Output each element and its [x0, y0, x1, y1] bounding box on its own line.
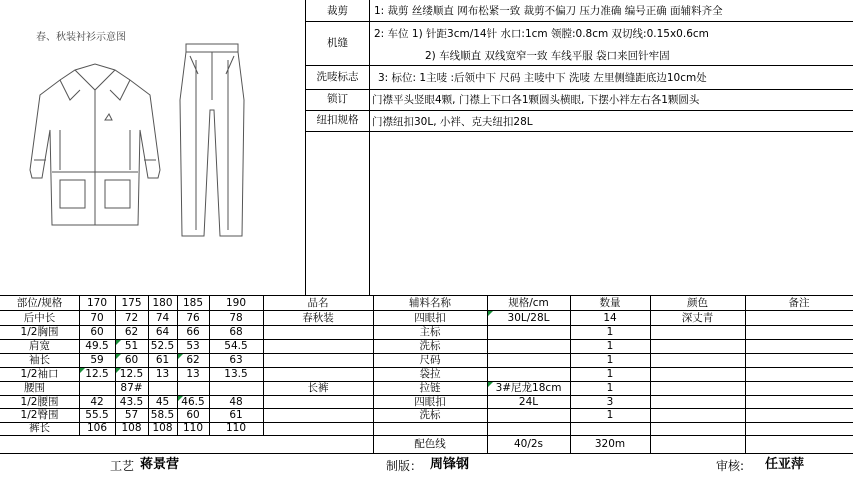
size-row-value: 55.5 — [85, 409, 109, 421]
material-row-name: 袋拉 — [419, 368, 441, 380]
size-row-value: 49.5 — [85, 340, 109, 352]
size-row-value: 61 — [155, 354, 170, 366]
size-row-value: 48 — [229, 396, 243, 408]
material-row-qty: 1 — [606, 409, 614, 421]
size-row-part: 后中长 — [23, 312, 56, 324]
size-row-value: 63 — [229, 354, 243, 366]
size-row-value: 45 — [155, 396, 170, 408]
size-row-value: 12.5 — [119, 368, 144, 380]
material-row-color: 深丈青 — [681, 312, 714, 324]
craft-label: 工艺 — [110, 459, 135, 473]
size-row-part: 肩宽 — [29, 340, 50, 352]
size-row-value: 54.5 — [224, 340, 248, 352]
size-row-value: 60 — [186, 409, 200, 421]
size-row-value: 74 — [155, 312, 170, 324]
material-header-product: 品名 — [307, 297, 329, 309]
material-header-qty: 数量 — [599, 297, 621, 309]
material-row-qty: 1 — [606, 326, 614, 338]
size-row-value: 60 — [124, 354, 139, 366]
material-row-qty: 320m — [594, 438, 626, 450]
material-row-qty: 1 — [606, 368, 614, 380]
size-row-value: 59 — [90, 354, 104, 366]
size-row-part: 1/2腰围 — [20, 396, 59, 408]
material-row-qty: 14 — [603, 312, 617, 324]
material-row-qty: 1 — [606, 382, 614, 394]
size-row-value: 13 — [186, 368, 200, 380]
size-row-value: 13 — [155, 368, 170, 380]
size-header-180: 180 — [152, 297, 173, 309]
size-row-value: 108 — [152, 422, 173, 434]
size-row-value: 62 — [124, 326, 139, 338]
size-row-part: 1/2袖口 — [20, 368, 59, 380]
material-row-name: 拉链 — [419, 382, 441, 394]
process-label-buttonhole: 锁订 — [327, 93, 348, 105]
size-row-value: 66 — [186, 326, 200, 338]
size-row-value: 42 — [90, 396, 104, 408]
process-label-label: 洗唛标志 — [316, 71, 359, 83]
material-row-name: 尺码 — [419, 354, 441, 366]
material-header-name: 辅料名称 — [409, 297, 451, 309]
material-row-spec: 40/2s — [513, 438, 544, 450]
material-header-color: 颜色 — [687, 297, 708, 309]
size-row-part: 腰围 — [24, 382, 45, 394]
material-header-note: 备注 — [788, 297, 810, 309]
size-row-value: 13.5 — [224, 368, 248, 380]
size-row-value: 43.5 — [119, 396, 144, 408]
process-text-button: 门襟纽扣30L, 小袢、克夫纽扣28L — [372, 116, 533, 128]
size-row-value: 106 — [86, 422, 108, 434]
size-row-value: 60 — [90, 326, 104, 338]
size-row-part: 袖长 — [29, 354, 50, 366]
size-row-value: 78 — [229, 312, 243, 324]
size-row-value: 108 — [121, 422, 142, 434]
material-header-spec: 规格/cm — [508, 297, 549, 309]
size-row-value: 72 — [124, 312, 139, 324]
size-row-value: 52.5 — [150, 340, 175, 352]
plate-name: 周锋钢 — [430, 457, 470, 472]
material-row-spec: 24L — [518, 396, 539, 408]
process-text-buttonhole: 门襟平头竖眼4颗, 门襟上下口各1颗圆头横眼, 下摆小袢左右各1颗圆头 — [372, 94, 700, 106]
review-label: 审核: — [716, 459, 745, 473]
sketch-title: 春、秋装衬衫示意图 — [36, 32, 126, 43]
size-row-value: 53 — [186, 340, 200, 352]
size-row-value: 87# — [120, 382, 143, 394]
material-row-name: 主标 — [419, 326, 441, 338]
size-row-value: 110 — [225, 422, 247, 434]
size-row-value: 64 — [155, 326, 170, 338]
material-row-product: 春秋装 — [302, 312, 334, 324]
material-row-qty: 1 — [606, 354, 614, 366]
process-label-sew: 机缝 — [327, 37, 348, 49]
material-row-name: 四眼扣 — [414, 312, 446, 324]
process-label-button: 纽扣规格 — [316, 114, 359, 126]
size-row-value: 76 — [186, 312, 200, 324]
process-text-label: 3: 标位: 1主唛 :后领中下 尺码 主唛中下 洗唛 左里侧缝距底边10cm处 — [378, 72, 707, 84]
size-row-part: 1/2胸围 — [20, 326, 59, 338]
material-row-name: 洗标 — [419, 340, 441, 352]
material-row-qty: 1 — [606, 340, 614, 352]
size-header-part: 部位/规格 — [16, 297, 63, 309]
trousers-sketch — [176, 40, 248, 240]
size-row-value: 46.5 — [181, 396, 205, 408]
size-header-175: 175 — [121, 297, 142, 309]
size-row-value: 110 — [182, 422, 204, 434]
process-text-cut: 1: 裁剪 丝缕顺直 网布松紧一致 裁剪不偏刀 压力准确 编号正确 面辅料齐全 — [374, 5, 723, 17]
size-row-part: 1/2臀围 — [20, 409, 59, 421]
size-row-part: 裤长 — [29, 422, 50, 434]
size-row-value: 61 — [229, 409, 243, 421]
size-header-185: 185 — [182, 297, 204, 309]
process-label-cut: 裁剪 — [327, 5, 348, 17]
material-row-name: 洗标 — [419, 409, 441, 421]
process-text-sew-2: 2) 车线顺直 双线宽窄一致 车线平服 袋口来回针牢固 — [425, 50, 670, 62]
size-row-value: 58.5 — [150, 409, 175, 421]
size-row-value: 12.5 — [85, 368, 109, 380]
plate-label: 制版： — [386, 459, 423, 473]
size-header-190: 190 — [225, 297, 247, 309]
jacket-sketch — [20, 60, 170, 240]
material-row-qty: 3 — [606, 396, 614, 408]
size-row-value: 68 — [229, 326, 243, 338]
review-name: 任亚萍 — [765, 457, 805, 472]
material-row-spec: 30L/28L — [507, 312, 550, 324]
material-row-product: 长裤 — [307, 382, 329, 394]
size-row-value: 70 — [90, 312, 104, 324]
size-row-value: 51 — [124, 340, 139, 352]
size-row-value: 57 — [124, 409, 139, 421]
size-row-value: 62 — [186, 354, 200, 366]
material-row-name: 四眼扣 — [414, 396, 446, 408]
material-row-name: 配色线 — [414, 438, 446, 450]
craft-name: 蒋景营 — [140, 457, 180, 472]
material-row-spec: 3#尼龙18cm — [495, 382, 562, 394]
process-text-sew: 2: 车位 1) 针距3cm/14针 水口:1cm 领膛:0.8cm 双切线:0.15x0.6cm — [374, 28, 709, 40]
size-header-170: 170 — [86, 297, 108, 309]
